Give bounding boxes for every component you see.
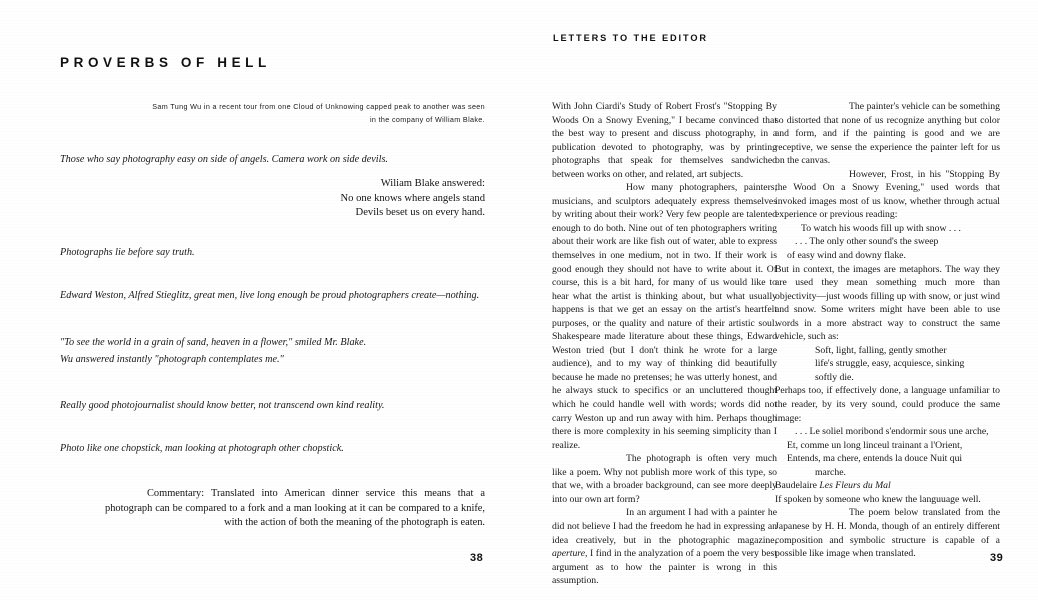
proverb-line: Those who say photography easy on side of angels. Camera work on side devils. xyxy=(60,154,388,165)
column-left xyxy=(552,100,777,588)
folio-left: 38 xyxy=(470,552,484,564)
blake-reply-line: No one knows where angels stand xyxy=(340,192,485,204)
journal-title: aperture, xyxy=(552,548,588,560)
proverb-line: Photographs lie before say truth. xyxy=(60,247,195,258)
blake-reply-line: Devils beset us on every hand. xyxy=(355,207,485,218)
verse-line: of easy wind and downy flake. xyxy=(787,250,906,262)
body-paragraph: Perhaps too, if effectively done, a language unfamiliar to the reader, by its very sound, could produce the same image: xyxy=(775,385,1000,424)
page-title: PROVERBS OF HELL xyxy=(60,55,271,70)
attribution-author: Baudelaire xyxy=(775,480,820,492)
blake-reply-line: Wiliam Blake answered: xyxy=(380,178,485,189)
attribution-work: Les Fleurs du Mal xyxy=(819,480,891,492)
verse-line: To watch his woods fill up with snow . . . xyxy=(801,222,961,234)
body-paragraph: However, Frost, in his "Stopping By the Wood On a Snowy Evening," used words that invoked images most of us know, whether through actual experience or previous reading: xyxy=(775,168,1000,221)
proverb-line: Photo like one chopstick, man looking at photograph other chopstick. xyxy=(60,443,344,454)
frost-verse xyxy=(775,222,1000,263)
epigraph: Sam Tung Wu in a recent tour from one Cloud of Unknowing capped peak to another was seen in the company of William Blake. xyxy=(152,102,485,124)
verse-line: softly die. xyxy=(815,371,854,383)
body-paragraph: The photograph is often very much like a poem. Why not publish more work of this type, so that we, with a broader background, can see more deeply into our own art form? xyxy=(552,453,777,505)
proverb-line: Really good photojournalist should know better, not transcend own kind reality. xyxy=(60,400,385,411)
proverb-line: Edward Weston, Alfred Stieglitz, great men, live long enough be proud photographers create—nothing. xyxy=(60,290,480,301)
body-paragraph: With John Ciardi's Study of Robert Frost's "Stopping By Woods On a Snowy Evening," I became convinced that the best way to present and discuss photography, in a publication devoted to photography, was by printing photographs that speak for themselves sandwiched between works on other, and related, art subjects. xyxy=(552,101,777,180)
body-paragraph: But in context, the images are metaphors. The way they are used they mean something much more than objectivity—just woods filling up with snow, or just wind and snow. Some writers might have been able to use words in a more abstract way to construct the same vehicle, such as: xyxy=(775,263,1000,343)
verse-line: Et, comme un long linceul trainant a l'Orient, xyxy=(787,439,963,451)
baudelaire-verse xyxy=(775,425,1000,479)
folio-right: 39 xyxy=(990,552,1004,564)
verse-line: . . . The only other sound's the sweep xyxy=(795,236,939,248)
blake-reply-block xyxy=(160,177,485,221)
verse-line: marche. xyxy=(815,466,846,478)
proverb-line: "To see the world in a grain of sand, heaven in a flower," smiled Mr. Blake. xyxy=(60,337,367,348)
verse-line: life's struggle, easy, acquiesce, sinking xyxy=(815,358,965,370)
body-paragraph: The poem below translated from the Japanese by H. H. Monda, though of an entirely different composition and symbolic structure is capable of a possible like image when translated. xyxy=(775,507,1000,560)
body-paragraph: If spoken by someone who knew the languuage well. xyxy=(775,493,981,505)
body-paragraph: The painter's vehicle can be something so distorted that none of us recognize anything but color and form, and if the painting is good and we are receptive, we sense the experience the painter left for us on the canvas. xyxy=(775,101,1000,167)
verse-line: Entends, ma chere, entends la douce Nuit qui xyxy=(787,453,963,465)
verse-line: . . . Le soliel moribond s'endormir sous une arche, xyxy=(795,426,989,438)
right-page xyxy=(519,0,1038,600)
body-paragraph xyxy=(552,506,777,587)
proverb-line: Wu answered instantly "photograph contemplates me." xyxy=(60,354,284,365)
body-paragraph: How many photographers, painters, musicians, and sculptors adequately express themselves by writing about their work? Very few people are talented enough to do both. Nine out of ten photographers writing about their work are like fish out of water, able to express themselves in one medium, not in two. If their work is good enough they should not have to write about it. Of course, this is a bit hard, for many of us would like to hear what the artist is thinking about, but what usually happens is that we get an essay on the artist's heartfelt purposes, or the quality and nature of their artistic soul. Shakespeare made literature about these things, Edward Weston tried (but I don't think he wrote for a large audience), and to my way of thinking did beautifully because he made no pretenses; he was utterly honest, and he always stuck to specifics or an uncluttered thought which he could handle well with words; words did not carry Weston up and run away with him. Perhaps though there is more complexity in his seeming simplicity than I realize. xyxy=(552,182,777,451)
column-right xyxy=(775,100,1000,561)
abstract-verse xyxy=(775,344,1000,385)
verse-line: Soft, light, falling, gently smother xyxy=(815,344,947,356)
verse-attribution xyxy=(775,479,1000,493)
paragraph-text-part: In an argument I had with a painter he did not believe I had the freedom he had in expressing an idea creatively, but in the photographic magazine, xyxy=(552,507,777,546)
commentary-paragraph: Commentary: Translated into American dinner service this means that a photograph can be compared to a fork and a man looking at it can be compared to a knife, with the action of both the meaning of the photograph is eaten. xyxy=(105,488,485,529)
running-head: LETTERS TO THE EDITOR xyxy=(553,33,708,43)
paragraph-text-part: I find in the analyzation of a poem the very best argument as to how the painter is wrong in this assumption. xyxy=(552,548,777,587)
